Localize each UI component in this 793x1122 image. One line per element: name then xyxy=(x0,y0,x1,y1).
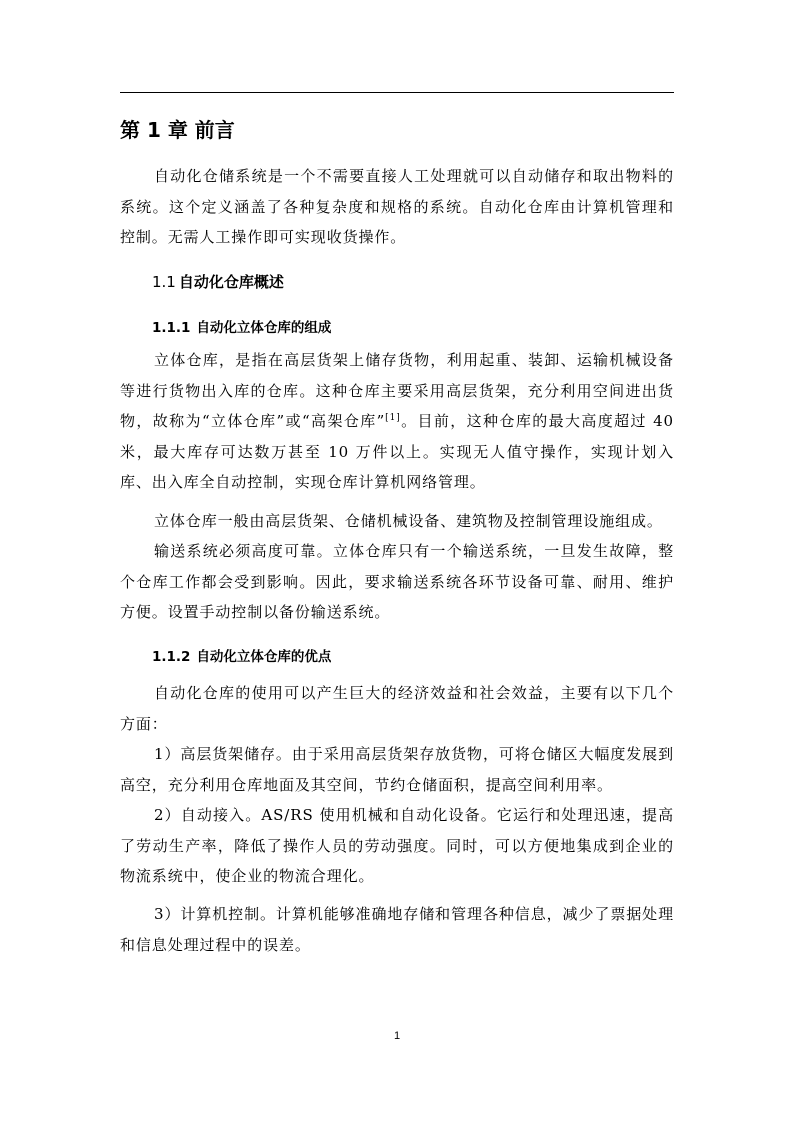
citation-ref: [1] xyxy=(385,413,401,423)
composition-paragraph-3: 输送系统必须高度可靠。立体仓库只有一个输送系统，一旦发生故障，整个仓库工作都会受到影响。因此，要求输送系统各环节设备可靠、耐用、维护方便。设置手动控制以备份输送系统。 xyxy=(120,542,674,621)
section-1-1-2-number: 1.1.2 xyxy=(152,649,191,665)
section-1-1-number: 1.1 xyxy=(152,273,176,291)
section-1-1-heading xyxy=(152,271,284,292)
page-number: 1 xyxy=(393,1030,401,1042)
composition-text-a: 立体仓库，是指在高层货架上储存货物，利用起重、装卸、运输机械设备等进行货物出入库的仓库。这种仓库主要采用高层货架，充分利用空间进出货物，故称为“立体仓库”或“高架仓库” xyxy=(120,351,674,430)
section-1-1-1-number: 1.1.1 xyxy=(152,320,191,336)
advantage-item-3: 3）计算机控制。计算机能够准确地存储和管理各种信息，减少了票据处理和信息处理过程中的误差。 xyxy=(120,905,674,954)
intro-paragraph: 自动化仓储系统是一个不需要直接人工处理就可以自动储存和取出物料的系统。这个定义涵盖了各种复杂度和规格的系统。自动化仓库由计算机管理和控制。无需人工操作即可实现收货操作。 xyxy=(120,167,674,246)
section-1-1-title: 自动化仓库概述 xyxy=(178,273,284,291)
composition-paragraph-2: 立体仓库一般由高层货架、仓储机械设备、建筑物及控制管理设施组成。 xyxy=(154,512,663,530)
section-1-1-2-title: 自动化立体仓库的优点 xyxy=(196,649,332,665)
section-1-1-1-heading xyxy=(152,316,331,336)
section-1-1-1-title: 自动化立体仓库的组成 xyxy=(196,320,332,336)
advantages-intro: 自动化仓库的使用可以产生巨大的经济效益和社会效益，主要有以下几个方面： xyxy=(120,684,674,733)
composition-text-b: 。目前，这种仓库的最大高度超过 40 米，最大库存可达数万甚至 10 万件以上。实现无人值守操作，实现计划入库、出入库全自动控制，实现仓库计算机网络管理。 xyxy=(120,412,674,491)
advantage-item-2: 2）自动接入。AS/RS 使用机械和自动化设备。它运行和处理迅速，提高了劳动生产率，降低了操作人员的劳动强度。同时，可以方便地集成到企业的物流系统中，使企业的物流合理化。 xyxy=(120,806,674,885)
composition-paragraph-1 xyxy=(120,345,674,498)
header-rule xyxy=(120,92,674,93)
section-1-1-2-heading xyxy=(152,645,331,665)
advantage-item-1: 1）高层货架储存。由于采用高层货架存放货物，可将仓储区大幅度发展到高空，充分利用仓库地面及其空间，节约仓储面积，提高空间利用率。 xyxy=(120,745,674,794)
chapter-title: 第 1 章 前言 xyxy=(120,118,235,142)
